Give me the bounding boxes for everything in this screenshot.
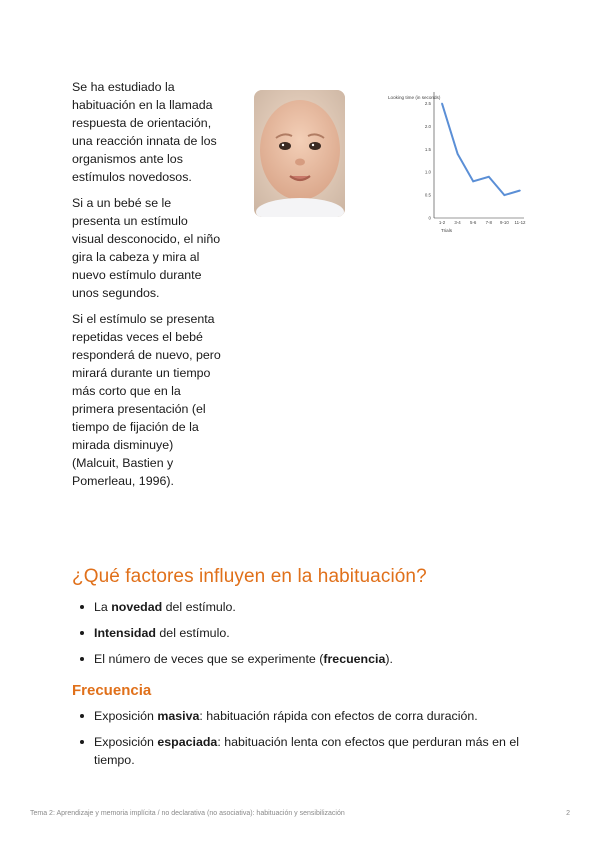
exposicion-espaciada-item: Exposición espaciada: habituación lenta con efectos que perduran más en el tiempo. [72,733,532,769]
chart-y-tick-label: 0 [428,215,431,221]
baby-face-illustration [254,90,345,217]
intro-paragraph-3: Si el estímulo se presenta repetidas veces el bebé responderá de nuevo, pero mirará durante un tiempo más corto que en la primera presentación (el tiempo de fijación de la mirada disminuye) (Malcuit, Bastien y Pomerleau, 1996). [72,312,221,488]
chart-y-tick-label: 2.5 [424,100,431,106]
chart-y-tick-label: 1.0 [424,169,431,175]
chart-data-point [488,176,490,178]
exposicion-masiva-item: Exposición masiva: habituación rápida con efectos de corra duración. [72,707,532,725]
chart-svg [388,90,528,235]
factors-list [72,598,532,676]
frecuencia-list [72,707,532,777]
intro-text [72,78,222,498]
chart-x-tick-label: 9-10 [500,220,509,225]
chart-x-tick-label: 5-6 [470,220,477,225]
intro-paragraph-1: Se ha estudiado la habituación en la llamada respuesta de orientación, una reacción innata de los organismos ante los estímulos novedosos. [72,80,217,184]
page-footer [30,810,570,817]
baby-photo [254,90,345,217]
chart-x-tick-label: 11-12 [514,220,526,225]
footer-title: Tema 2: Aprendizaje y memoria implícita / no declarativa (no asociativa): habituación y sensibilización [30,810,345,817]
factor-item-novedad: La novedad del estímulo. [72,598,532,616]
chart-y-tick-label: 2.0 [424,123,431,129]
intro-paragraph-2: Si a un bebé se le presenta un estímulo visual desconocido, el niño gira la cabeza y mira al nuevo estímulo durante unos segundos. [72,196,221,300]
frecuencia-heading: Frecuencia [72,682,152,699]
looking-time-chart [388,90,528,235]
chart-data-point [472,181,474,183]
chart-data-point [519,190,521,192]
chart-data-point [441,103,443,105]
factor-item-intensidad: Intensidad del estímulo. [72,624,532,642]
chart-y-tick-label: 1.5 [424,146,431,152]
chart-xlabel: Trials [441,228,453,233]
chart-x-tick-label: 3-4 [454,220,461,225]
chart-series-line [442,103,520,195]
chart-data-point [504,194,506,196]
factors-heading: ¿Qué factores influyen en la habituación? [72,566,427,587]
chart-data-point [457,153,459,155]
chart-x-tick-label: 7-8 [485,220,492,225]
page-number: 2 [566,810,570,817]
chart-y-tick-label: 0.5 [424,192,431,198]
chart-ylabel: Looking time (in seconds) [388,95,441,100]
chart-x-tick-label: 1-2 [438,220,446,225]
factor-item-frecuencia: El número de veces que se experimente (frecuencia). [72,650,532,668]
